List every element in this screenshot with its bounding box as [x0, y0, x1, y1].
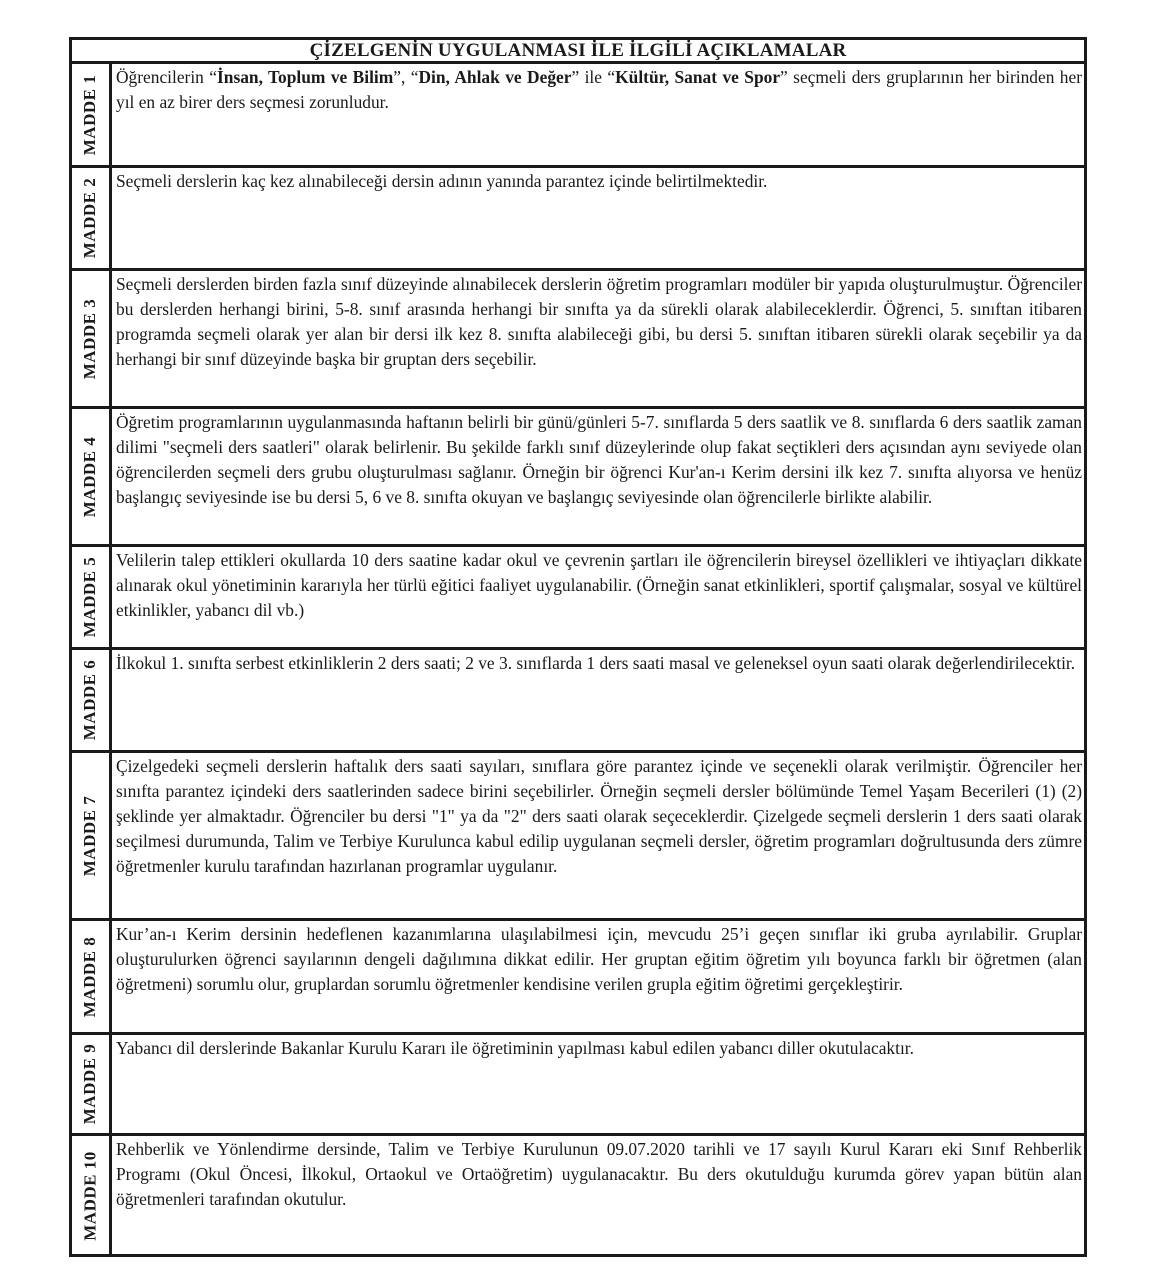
row-label-text: MADDE 10 [80, 1151, 100, 1241]
bold-group-name: Kültür, Sanat ve Spor [615, 67, 781, 87]
table-row [72, 409, 1084, 547]
row-label [72, 547, 112, 647]
row-text: Seçmeli derslerden birden fazla sınıf düzeyinde alınabilecek derslerin öğretim programları modüler bir yapıda oluşturulmuştur. Öğrenciler bu derslerden herhangi birini, 5-8. sınıf arasında herhangi bir sınıfta ya da sürekli olarak alabileceklerdir. Öğrenci, 5. sınıftan itibaren programda seçmeli olarak yer alan bir dersi ilk kez 8. sınıfta alabileceği gibi, bu dersi 5. sınıftan itibaren sürekli olarak seçebilir ya da herhangi bir sınıf düzeyinde başka bir gruptan ders seçebilir. [116, 274, 1082, 369]
table-row [72, 271, 1084, 409]
table-row [72, 547, 1084, 650]
table-row [72, 1136, 1084, 1256]
table-row [72, 1035, 1084, 1136]
table-row [72, 64, 1084, 168]
row-text: Rehberlik ve Yönlendirme dersinde, Talim ve Terbiye Kurulunun 09.07.2020 tarihli ve 17 sayılı Kurul Kararı eki Sınıf Rehberlik Programı (Okul Öncesi, İlkokul, Ortaokul ve Ortaöğretim) uygulanacaktır. Bu ders okutulduğu kurumda görev yapan bütün alan öğretmenleri tarafından okutulur. [116, 1139, 1082, 1209]
text-span: ”, “ [393, 67, 419, 87]
row-label [72, 1035, 112, 1133]
bold-group-name: Din, Ahlak ve Değer [418, 67, 572, 87]
row-label [72, 409, 112, 544]
table-row [72, 921, 1084, 1035]
table-row [72, 168, 1084, 271]
row-label-text: MADDE 8 [80, 936, 100, 1017]
row-label-text: MADDE 4 [80, 436, 100, 517]
row-label [72, 1136, 112, 1256]
row-label [72, 271, 112, 406]
table-title: ÇİZELGENİN UYGULANMASI İLE İLGİLİ AÇIKLAMALAR [72, 40, 1084, 64]
row-text: Öğretim programlarının uygulanmasında haftanın belirli bir günü/günleri 5-7. sınıflarda 5 ders saatlik ve 8. sınıflarda 6 ders saatlik zaman dilimi "seçmeli ders saatleri" olarak belirlenir. Bu şekilde farklı sınıf düzeylerinde olup fakat seçtikleri ders açısından aynı seviyede olan öğrencilerden seçmeli ders grubu oluşturulması sağlanır. Örneğin bir öğrenci Kur'an-ı Kerim dersini ilk kez 7. sınıfta alıyorsa ve henüz başlangıç seviyesinde ise bu dersi 5, 6 ve 8. sınıfta okuyan ve başlangıç seviyesinde olan öğrencilerle birlikte alabilir. [116, 412, 1082, 507]
row-text [112, 64, 1084, 165]
bold-group-name: İnsan, Toplum ve Bilim [217, 67, 394, 87]
row-label-text: MADDE 6 [80, 659, 100, 741]
row-text: Kur’an-ı Kerim dersinin hedeflenen kazanımlarına ulaşılabilmesi için, mevcudu 25’i geçen sınıflar iki gruba ayrılabilir. Gruplar oluşturulurken öğrenci sayılarının dengeli dağılımına dikkat edilir. Her gruptan eğitim öğretim yılı boyunca farklı bir öğretmen (alan öğretmeni) sorumlu olur, gruplardan sorumlu öğretmenler kendisine verilen grupla eğitim öğretimi gerçekleştirir. [116, 924, 1082, 994]
row-label-text: MADDE 1 [80, 74, 100, 155]
row-label-text: MADDE 3 [80, 298, 100, 379]
row-label [72, 650, 112, 750]
table-row [72, 753, 1084, 921]
row-label-text: MADDE 9 [80, 1043, 100, 1125]
row-text: İlkokul 1. sınıfta serbest etkinliklerin 2 ders saati; 2 ve 3. sınıflarda 1 ders saati masal ve geleneksel oyun saati olarak değerlendirilecektir. [116, 653, 1076, 673]
row-label [72, 64, 112, 165]
explanations-table [69, 37, 1087, 1257]
text-span: Öğrencilerin “ [116, 67, 218, 87]
row-label [72, 921, 112, 1032]
row-text: Yabancı dil derslerinde Bakanlar Kurulu Kararı ile öğretiminin yapılması kabul edilen yabancı diller okutulacaktır. [116, 1038, 914, 1058]
row-label-text: MADDE 7 [80, 795, 100, 876]
row-text: Velilerin talep ettikleri okullarda 10 ders saatine kadar okul ve çevrenin şartları ile öğrencilerin bireysel özellikleri ve ihtiyaçları dikkate alınarak okul yönetiminin kararıyla her türlü eğitici faaliyet uygulanabilir. (Örneğin sanat etkinlikleri, sportif çalışmalar, sosyal ve kültürel etkinlikler, yabancı dil vb.) [116, 550, 1082, 620]
row-label [72, 753, 112, 918]
row-label [72, 168, 112, 268]
text-span: ” seçmeli ders gruplarının her birinden her yıl en az birer ders seçmesi zorunludur. [116, 67, 1083, 112]
text-span: ” ile “ [571, 67, 616, 87]
row-label-text: MADDE 5 [80, 556, 100, 638]
row-text: Seçmeli derslerin kaç kez alınabileceği dersin adının yanında parantez içinde belirtilmektedir. [116, 171, 768, 191]
row-label-text: MADDE 2 [80, 177, 100, 259]
table-row [72, 650, 1084, 753]
row-text: Çizelgedeki seçmeli derslerin haftalık ders saati sayıları, sınıflara göre parantez içinde ve seçenekli olarak verilmiştir. Öğrenciler her sınıfta parantez içindeki ders saatlerinden sadece birini seçebilirler. Örneğin seçmeli dersler bölümünde Temel Yaşam Becerileri (1) (2) şeklinde yer almaktadır. Öğrenciler bu dersi "1" ya da "2" ders saati olarak seçeceklerdir. Çizelgede seçmeli derslerin 1 ders saati olarak seçilmesi durumunda, Talim ve Terbiye Kurulunca kabul edilip uygulanan seçmeli dersler, öğretim programları doğrultusunda ders zümre öğretmenler kurulu tarafından hazırlanan programlar uygulanır. [116, 756, 1082, 876]
